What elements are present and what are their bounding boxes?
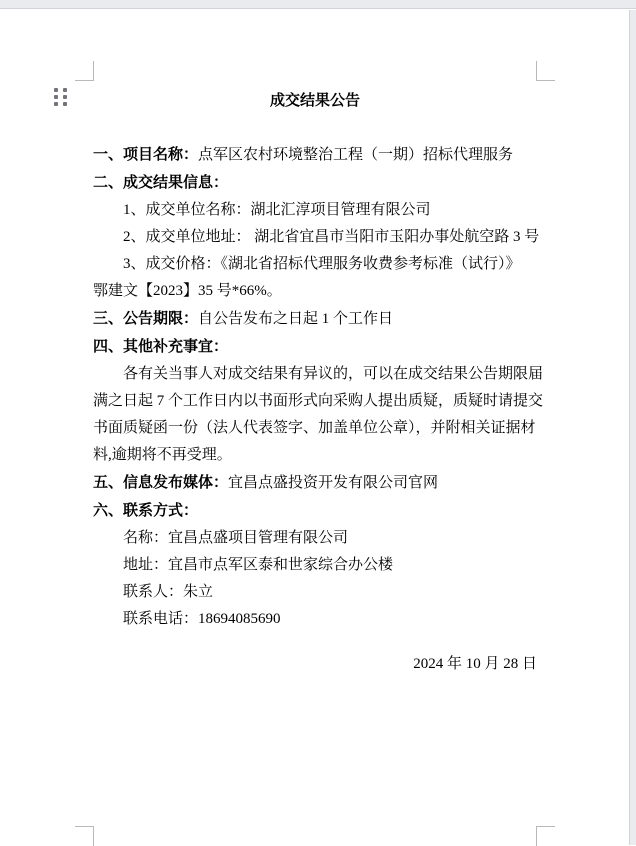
paragraph-text: 自公告发布之日起 1 个工作日 bbox=[198, 311, 394, 327]
paragraph-line[interactable] bbox=[93, 278, 537, 305]
text-boundary-mark-bottom-right bbox=[536, 826, 555, 846]
paragraph-text: 点军区农村环境整治工程（一期）招标代理服务 bbox=[198, 147, 514, 163]
paragraph-bold-text: 二、成交结果信息： bbox=[93, 174, 229, 191]
paragraph-line[interactable] bbox=[93, 305, 537, 333]
paragraph-line[interactable] bbox=[93, 469, 537, 497]
text-boundary-mark-top-right bbox=[536, 61, 555, 81]
drag-handle-dot bbox=[63, 102, 67, 106]
paragraph-line[interactable] bbox=[93, 197, 537, 224]
paragraph-text: 各有关当事人对成交结果有异议的，可以在成交结果公告期限届 bbox=[123, 366, 544, 382]
paragraph-line[interactable] bbox=[93, 169, 537, 197]
text-boundary-mark-top-left bbox=[75, 61, 94, 81]
paragraph-text: 书面质疑函一份（法人代表签字、加盖单位公章），并附相关证据材 bbox=[93, 420, 536, 436]
paragraph-text: 1、成交单位名称：湖北汇淳项目管理有限公司 bbox=[123, 202, 431, 218]
drag-handle-dot bbox=[63, 88, 67, 92]
paragraph-bold-text: 五、信息发布媒体： bbox=[93, 474, 229, 491]
paragraph-line[interactable] bbox=[93, 579, 537, 606]
paragraph-text: 联系电话：18694085690 bbox=[123, 611, 281, 627]
paragraph-line[interactable] bbox=[93, 552, 537, 579]
paragraph-line[interactable] bbox=[93, 141, 537, 169]
paragraph-text: 2、成交单位地址： 湖北省宜昌市当阳市玉阳办事处航空路 3 号 bbox=[123, 229, 540, 245]
paragraph-bold-text: 四、其他补充事宜： bbox=[93, 338, 229, 355]
paragraph-text: 地址：宜昌市点军区泰和世家综合办公楼 bbox=[123, 557, 394, 573]
paragraph-line[interactable] bbox=[93, 497, 537, 525]
paragraph-line[interactable] bbox=[93, 388, 544, 415]
document-body bbox=[93, 141, 544, 633]
paragraph-line[interactable] bbox=[93, 224, 540, 251]
paragraph-line[interactable] bbox=[93, 525, 537, 552]
drag-handle-icon[interactable] bbox=[54, 88, 67, 106]
document-page bbox=[93, 87, 544, 678]
paragraph-line[interactable] bbox=[93, 333, 537, 361]
paragraph-text: 3、成交价格：《湖北省招标代理服务收费参考标准（试行）》 bbox=[123, 256, 521, 272]
paragraph-text: 鄂建文【2023】35 号*66%。 bbox=[93, 283, 282, 299]
paragraph-text: 满之日起 7 个工作日内以书面形式向采购人提出质疑，质疑时请提交 bbox=[93, 393, 544, 409]
paragraph-bold-text: 三、公告期限： bbox=[93, 310, 199, 327]
paragraph-line[interactable] bbox=[93, 415, 537, 442]
paragraph-text: 宜昌点盛投资开发有限公司官网 bbox=[228, 475, 439, 491]
drag-handle-dot bbox=[54, 102, 58, 106]
app-background-top-strip bbox=[0, 0, 636, 9]
drag-handle-dot bbox=[54, 88, 58, 92]
paragraph-line[interactable] bbox=[93, 606, 537, 633]
paragraph-line[interactable] bbox=[93, 251, 537, 278]
paragraph-line[interactable] bbox=[93, 361, 544, 388]
paragraph-text: 料,逾期将不再受理。 bbox=[93, 447, 232, 463]
drag-handle-dot bbox=[63, 95, 67, 99]
paragraph-bold-text: 六、联系方式： bbox=[93, 502, 199, 519]
app-background-right-strip bbox=[629, 10, 636, 845]
paragraph-text: 名称：宜昌点盛项目管理有限公司 bbox=[123, 530, 349, 546]
paragraph-bold-text: 一、项目名称： bbox=[93, 146, 199, 163]
paragraph-text: 联系人：朱立 bbox=[123, 584, 214, 600]
drag-handle-dot bbox=[54, 95, 58, 99]
paragraph-line[interactable] bbox=[93, 442, 537, 469]
document-title[interactable]: 成交结果公告 bbox=[269, 92, 360, 109]
document-date[interactable]: 2024 年 10 月 28 日 bbox=[413, 656, 537, 672]
text-boundary-mark-bottom-left bbox=[75, 826, 94, 846]
